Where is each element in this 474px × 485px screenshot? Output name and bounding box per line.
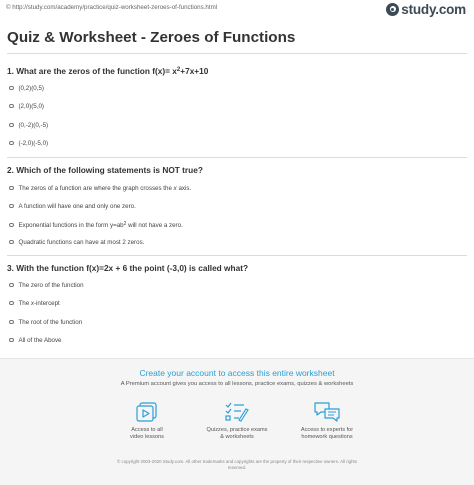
option-label: (-2,0)(-5,0) [18, 139, 49, 147]
copyright-line-2: reserved. [227, 465, 247, 470]
feature-label-line-2: video lessons [130, 434, 164, 440]
divider [7, 255, 467, 256]
radio-button[interactable] [9, 141, 14, 146]
copyright-notice [60, 459, 414, 471]
promo-subheading: A Premium account gives you access to all lessons, practice exams, quizzes & worksheets [120, 381, 354, 387]
radio-button[interactable] [9, 104, 14, 109]
option-label: A function will have one and only one zero. [18, 202, 136, 210]
question-1-option-b[interactable] [9, 101, 44, 111]
study-logo[interactable] [386, 1, 466, 17]
option-italic: x [173, 184, 177, 192]
feature-label-line-1: Access to all [131, 427, 163, 433]
question-3 [7, 263, 467, 344]
question-1-prompt-exponent: 2 [176, 67, 181, 73]
option-label: (2,0)(5,0) [18, 102, 44, 110]
question-2-prompt: 2. Which of the following statements is NOT true? [7, 165, 203, 175]
question-2-option-b[interactable] [9, 201, 136, 211]
radio-button[interactable] [9, 204, 14, 209]
feature-label-line-2: homework questions [301, 434, 353, 440]
question-3-option-d[interactable] [9, 335, 62, 345]
radio-button[interactable] [9, 86, 14, 91]
option-text-tail: will not have a zero. [126, 221, 183, 229]
option-italic: x [30, 299, 34, 307]
option-text: Exponential functions in the form y=ab [18, 221, 124, 229]
option-label [19, 300, 60, 307]
question-3-option-b[interactable] [9, 298, 60, 308]
option-label [19, 185, 192, 192]
option-label: The root of the function [18, 318, 83, 326]
feature-label-line-1: Access to experts for [300, 427, 354, 433]
question-3-option-c[interactable] [9, 317, 82, 327]
question-2-option-d[interactable] [9, 237, 144, 247]
chat-bubbles-icon [313, 401, 341, 423]
video-play-icon [135, 401, 159, 423]
option-label [19, 222, 183, 229]
copyright-line-1: © copyright 2003-2020 Study.com. All other trademarks and copyrights are the property of their respective owners. All rights [117, 459, 357, 464]
question-2 [7, 165, 467, 246]
radio-button[interactable] [9, 123, 14, 128]
premium-promo [0, 358, 474, 485]
divider [7, 157, 467, 158]
radio-button[interactable] [9, 301, 14, 306]
top-bar [0, 0, 474, 20]
page-title: Quiz & Worksheet - Zeroes of Functions [7, 29, 296, 46]
radio-button[interactable] [9, 223, 14, 228]
question-1-option-c[interactable] [9, 120, 48, 130]
question-3-option-a[interactable] [9, 280, 84, 290]
logo-suffix: .com [435, 1, 466, 17]
feature-label-line-2: & worksheets [220, 434, 254, 440]
option-label: All of the Above [18, 336, 62, 344]
radio-button[interactable] [9, 240, 14, 245]
logo-text: study [401, 1, 436, 17]
feature-label [272, 427, 382, 441]
option-text: The [18, 299, 31, 307]
radio-button[interactable] [9, 320, 14, 325]
quiz-checklist-icon [224, 401, 250, 423]
option-label: (0,-2)(0,-5) [18, 121, 49, 129]
page-url: © http://study.com/academy/practice/quiz-worksheet-zeroes-of-functions.html [6, 4, 218, 11]
option-label: The zero of the function [18, 281, 84, 289]
question-1-option-d[interactable] [9, 138, 48, 148]
promo-heading[interactable]: Create your account to access this entire worksheet [139, 368, 335, 378]
question-1-prompt-tail: +7x+10 [180, 66, 209, 76]
divider [7, 53, 467, 54]
feature-label-line-1: Quizzes, practice exams [206, 427, 268, 433]
question-1 [7, 66, 467, 147]
question-3-prompt: 3. With the function f(x)=2x + 6 the point (-3,0) is called what? [7, 263, 249, 273]
feature-experts [272, 401, 382, 441]
question-1-option-a[interactable] [9, 83, 44, 93]
option-label: Quadratic functions can have at most 2 zeros. [18, 238, 145, 246]
question-2-option-c[interactable] [9, 220, 183, 230]
option-text: The zeros of a function are where the graph crosses the [18, 184, 174, 192]
option-label: (0,2)(0,5) [18, 84, 44, 92]
radio-button[interactable] [9, 338, 14, 343]
question-1-prompt [7, 66, 467, 78]
option-text-tail: axis. [176, 184, 192, 192]
radio-button[interactable] [9, 186, 14, 191]
option-exponent: 2 [123, 220, 127, 227]
radio-button[interactable] [9, 283, 14, 288]
study-logo-icon [386, 3, 399, 16]
question-2-option-a[interactable] [9, 183, 191, 193]
option-text-tail: -intercept [33, 299, 60, 307]
question-1-prompt-text: 1. What are the zeros of the function f(x)= x [7, 66, 177, 76]
